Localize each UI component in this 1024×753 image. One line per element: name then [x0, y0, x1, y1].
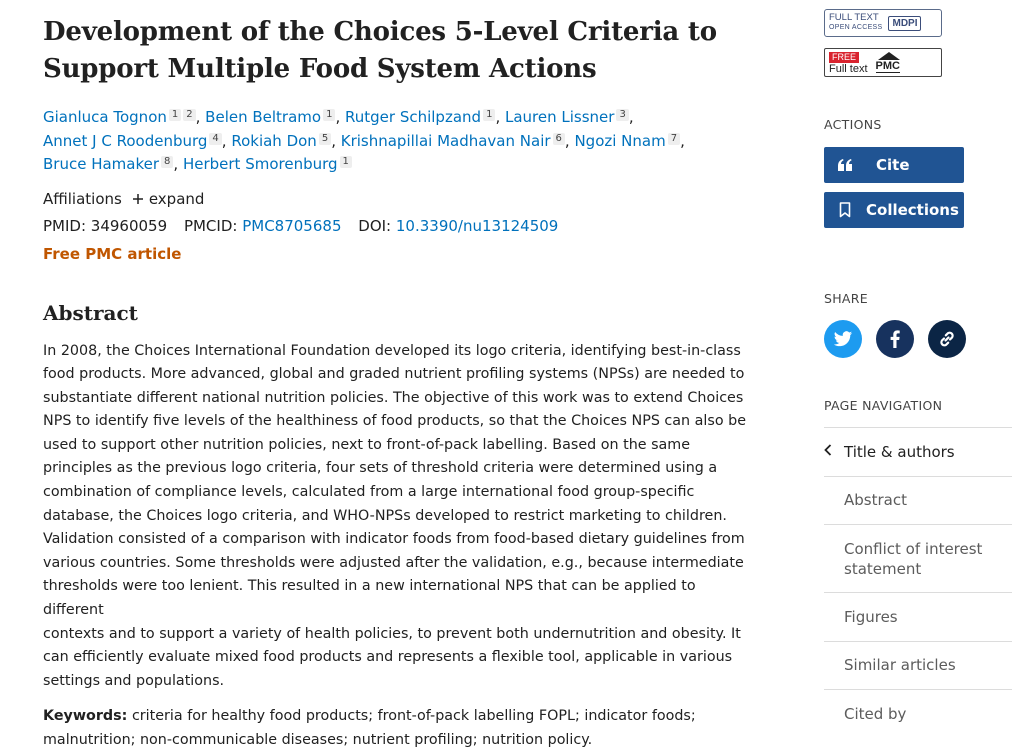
abstract-line: can efficiently evaluate mixed food products and represents a flexible tool, applicable in various — [43, 649, 733, 666]
abstract-line: combination of compliance levels, calculated from a large international food group-specific — [43, 484, 695, 501]
free-pmc-article-badge: Free PMC article — [43, 244, 182, 263]
pmid-label: PMID: — [43, 216, 87, 235]
keywords-label: Keywords: — [43, 708, 128, 725]
abstract-line: NPS to identify five levels of the healthiness of food products, so that the Choices NPS can also be — [43, 413, 747, 430]
abstract-line: thresholds were too lenient. This resulted in a new international NPS that can be applied to different — [43, 578, 696, 619]
author-item[interactable] — [43, 108, 196, 126]
author-link[interactable]: Ngozi Nnam — [574, 131, 666, 150]
affiliation-sup[interactable]: 1 — [169, 109, 181, 121]
doi-label: DOI: — [358, 216, 392, 235]
nav-item-label: Abstract — [844, 491, 907, 510]
pmc-badge-text — [829, 51, 868, 75]
affiliation-sup[interactable]: 6 — [553, 133, 565, 145]
nav-item-label: Cited by — [844, 704, 907, 723]
abstract-line: principles as the previous logo criteria, four sets of threshold criteria were determined using a — [43, 460, 718, 477]
author-link[interactable]: Rokiah Don — [231, 131, 317, 150]
pmid-value: 34960059 — [90, 216, 168, 235]
pmc-free-tag: FREE — [829, 52, 859, 63]
page-navigation-label: PAGE NAVIGATION — [824, 398, 943, 413]
author-item[interactable] — [345, 108, 495, 126]
mdpi-badge-line1: FULL TEXT — [829, 12, 879, 23]
doi-link[interactable]: 10.3390/nu13124509 — [395, 216, 559, 235]
mdpi-full-text-link[interactable] — [824, 9, 942, 37]
nav-item-similar-articles[interactable] — [824, 641, 1012, 690]
author-link[interactable]: Belen Beltramo — [205, 108, 322, 126]
nav-item-label-line2: statement — [844, 559, 922, 578]
author-item[interactable] — [231, 132, 331, 150]
pmcid-label: PMCID: — [183, 216, 238, 235]
nav-item-title-authors[interactable] — [824, 427, 1012, 476]
author-item[interactable] — [205, 108, 335, 126]
article-main — [43, 14, 773, 753]
affiliations-label: Affiliations — [43, 189, 122, 208]
author-item[interactable] — [43, 155, 173, 173]
cite-button[interactable] — [824, 147, 964, 183]
author-link[interactable]: Lauren Lissner — [504, 108, 615, 126]
mdpi-badge-line2: OPEN ACCESS — [829, 24, 883, 31]
nav-item-label — [844, 539, 982, 579]
title-line-1: Development of the Choices 5-Level Criteria to — [43, 17, 717, 47]
author-link[interactable]: Herbert Smorenburg — [182, 155, 338, 173]
author-link[interactable]: Annet J C Roodenburg — [43, 131, 208, 150]
nav-item-label-line1: Conflict of interest — [844, 539, 983, 558]
author-link[interactable]: Bruce Hamaker — [43, 155, 160, 173]
keywords-line-2: malnutrition; non-communicable diseases; nutrient profiling; nutrition policy. — [43, 732, 593, 748]
abstract-text — [43, 340, 759, 694]
nav-item-conflict-of-interest[interactable] — [824, 524, 1012, 592]
author-list: Gianluca Tognon 1 2 , Belen Beltramo 1 , Rutger Schilpzand 1 , Lauren Lissner 3 , Annet J C Roodenburg 4 , Rokiah Don 5 , Krishnapillai Madhavan Nair 6 , Ngozi Nnam 7 , Bruce Hamaker 8 , Herbert Smorenburg 1 — [43, 108, 685, 173]
author-item[interactable] — [43, 132, 222, 150]
share-twitter-button[interactable] — [824, 320, 862, 358]
affiliation-sup[interactable]: 2 — [183, 109, 195, 121]
twitter-icon — [833, 331, 853, 348]
share-label: SHARE — [824, 291, 868, 306]
affiliation-sup[interactable]: 5 — [319, 133, 331, 145]
author-item[interactable] — [505, 108, 629, 126]
pmc-full-text-label: Full text — [829, 62, 868, 75]
identifiers-row — [43, 216, 773, 236]
affiliation-sup[interactable]: 1 — [340, 156, 352, 168]
abstract-line: used to support other nutrition policies, next to front-of-pack labelling. Based on the same — [43, 436, 691, 453]
affiliation-sup[interactable]: 4 — [209, 133, 221, 145]
affiliation-sup[interactable]: 3 — [616, 109, 628, 121]
nav-item-label: Similar articles — [844, 656, 956, 675]
collections-label: Collections — [866, 201, 959, 219]
facebook-icon — [890, 330, 900, 348]
author-item[interactable] — [341, 132, 565, 150]
affiliation-sup[interactable]: 7 — [668, 133, 680, 145]
collections-button[interactable] — [824, 192, 964, 228]
abstract-line: substantiate different national nutrition policies. The objective of this work was to extend Choices — [43, 389, 744, 406]
cite-label: Cite — [876, 156, 910, 174]
author-link[interactable]: Rutger Schilpzand — [345, 108, 482, 126]
nav-item-figures[interactable] — [824, 592, 1012, 641]
mdpi-badge-text — [829, 13, 882, 33]
share-facebook-button[interactable] — [876, 320, 914, 358]
keywords — [43, 705, 759, 752]
affiliations-row — [43, 189, 773, 209]
abstract-line: database, the Choices logo criteria, and WHO-NPSs developed to restrict marketing to children. — [43, 507, 727, 524]
article-title — [43, 14, 773, 88]
nav-item-cited-by[interactable] — [824, 689, 1012, 738]
author-item[interactable] — [574, 132, 680, 150]
actions-label: ACTIONS — [824, 117, 882, 132]
affiliation-sup[interactable]: 1 — [483, 109, 495, 121]
abstract-line: contexts and to support a variety of health policies, to prevent both undernutrition and obesity. It — [43, 625, 741, 642]
title-line-2: Support Multiple Food System Actions — [43, 54, 597, 84]
abstract-line: various countries. Some thresholds were adjusted after the validation, e.g., because intermediate — [43, 554, 744, 571]
abstract-line: Validation consisted of a comparison with indicator foods from food-based dietary guidelines from — [43, 531, 745, 548]
share-buttons — [824, 320, 966, 358]
bookmark-icon — [836, 202, 854, 218]
keywords-line-1: criteria for healthy food products; front-of-pack labelling FOPL; indicator foods; — [131, 708, 696, 725]
affiliation-sup[interactable]: 1 — [323, 109, 335, 121]
link-icon — [937, 329, 957, 349]
author-link[interactable]: Gianluca Tognon — [43, 108, 167, 126]
expand-label: expand — [148, 189, 205, 208]
abstract-line: settings and populations. — [43, 672, 225, 689]
nav-item-label: Figures — [844, 607, 898, 626]
affiliation-sup[interactable]: 8 — [161, 156, 173, 168]
share-link-button[interactable] — [928, 320, 966, 358]
affiliations-expand-button[interactable] — [132, 189, 205, 209]
chevron-left-icon — [824, 442, 844, 462]
pmcid-link[interactable]: PMC8705685 — [242, 216, 342, 235]
page-navigation — [824, 427, 1012, 738]
abstract-line: food products. More advanced, global and graded nutrient profiling systems (NPSs) are needed to — [43, 366, 745, 383]
quote-icon — [836, 158, 854, 172]
nav-item-label: Title & authors — [844, 442, 955, 461]
pmc-logo: PMC — [876, 52, 900, 73]
author-item[interactable] — [183, 155, 352, 173]
mdpi-logo: MDPI — [888, 16, 921, 31]
nav-item-abstract[interactable] — [824, 476, 1012, 525]
plus-icon — [132, 193, 144, 205]
pmc-full-text-link[interactable] — [824, 48, 942, 77]
author-link[interactable]: Krishnapillai Madhavan Nair — [340, 131, 551, 150]
abstract-heading: Abstract — [43, 300, 138, 325]
abstract-line: In 2008, the Choices International Foundation developed its logo criteria, identifying best-in-class — [43, 342, 741, 359]
